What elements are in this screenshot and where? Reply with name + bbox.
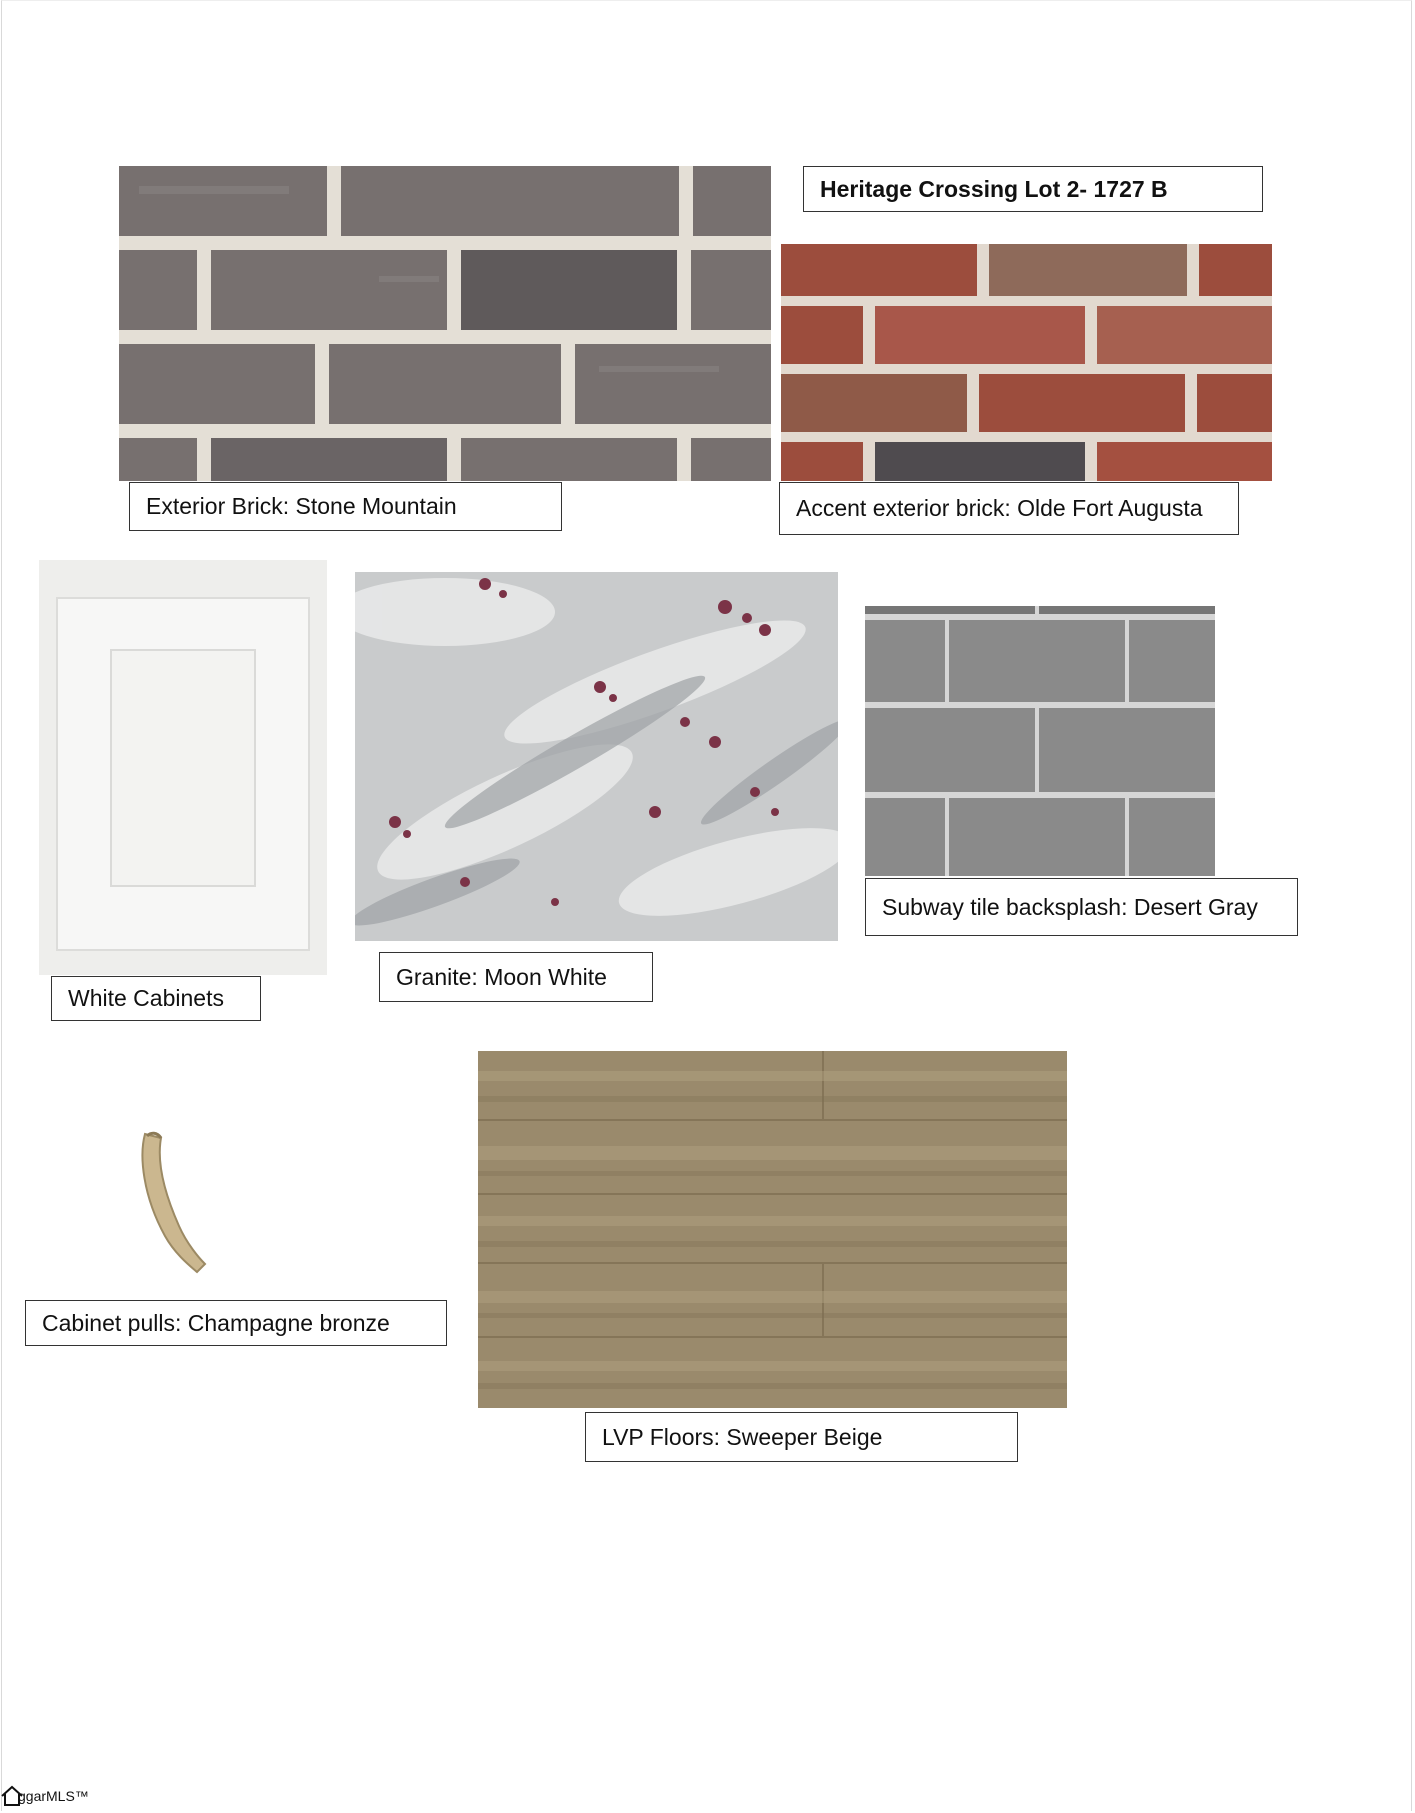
cabinets-label: White Cabinets (51, 976, 261, 1021)
watermark-text: ggarMLS™ (18, 1788, 89, 1804)
stone-mountain-brick-swatch (119, 166, 771, 481)
white-cabinet-swatch (39, 560, 327, 975)
olde-fort-augusta-brick-swatch (781, 244, 1272, 481)
sweeper-beige-lvp-swatch (478, 1051, 1067, 1408)
mls-watermark (0, 1784, 89, 1808)
exterior-brick-label: Exterior Brick: Stone Mountain (129, 482, 562, 531)
pulls-label: Cabinet pulls: Champagne bronze (25, 1300, 447, 1346)
floors-label: LVP Floors: Sweeper Beige (585, 1412, 1018, 1462)
granite-label: Granite: Moon White (379, 952, 653, 1002)
champagne-bronze-pull-swatch (135, 1126, 215, 1278)
document-title: Heritage Crossing Lot 2- 1727 B (803, 166, 1263, 212)
backsplash-label: Subway tile backsplash: Desert Gray (865, 878, 1298, 936)
accent-brick-label: Accent exterior brick: Olde Fort Augusta (779, 482, 1239, 535)
moon-white-granite-swatch (355, 572, 838, 941)
desert-gray-subway-tile-swatch (865, 606, 1215, 876)
